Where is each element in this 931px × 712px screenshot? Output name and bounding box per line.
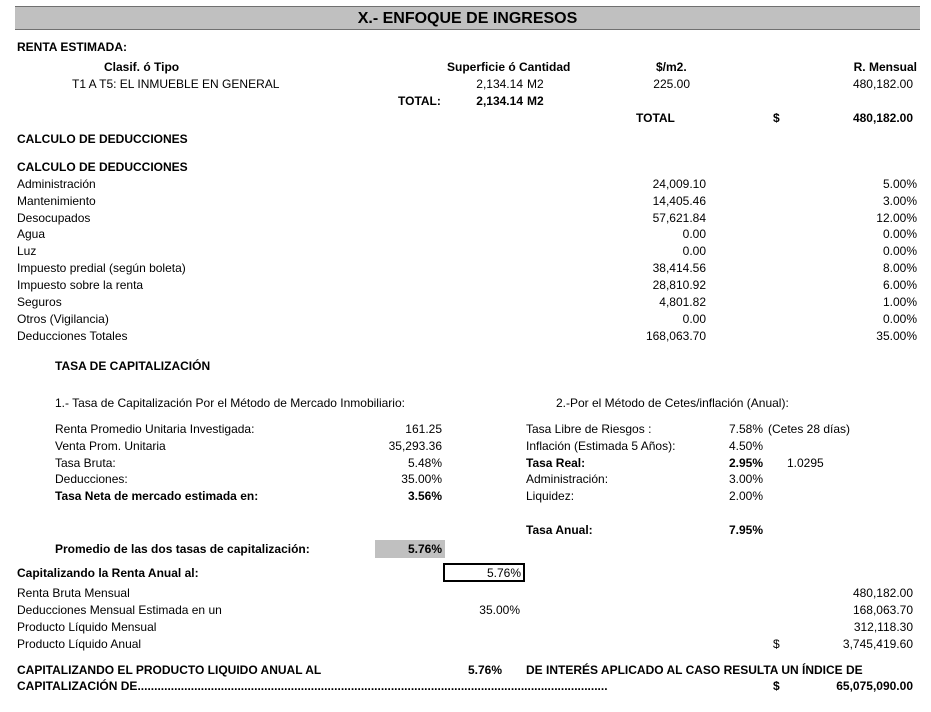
deducciones-heading-1: CALCULO DE DEDUCCIONES	[17, 132, 188, 146]
renta-estimada-heading: RENTA ESTIMADA:	[17, 40, 127, 54]
deduccion-pct: 6.00%	[882, 278, 917, 292]
cap-row-amount: 312,118.30	[853, 620, 913, 634]
renta-row-precio: 225.00	[653, 77, 690, 91]
m1-value: 35,293.36	[388, 439, 442, 453]
header-superficie: Superficie ó Cantidad	[447, 60, 571, 74]
m1-label: Venta Prom. Unitaria	[55, 439, 166, 453]
deduccion-label: Otros (Vigilancia)	[17, 312, 109, 326]
m2-tasa-real-factor: 1.0295	[787, 456, 824, 470]
tasa-heading: TASA DE CAPITALIZACIÓN	[55, 359, 211, 373]
renta-row-superficie: 2,134.14	[476, 77, 523, 91]
cap-row-pct: 35.00%	[479, 603, 520, 617]
header-clasif: Clasif. ó Tipo	[104, 60, 180, 74]
deduccion-amount: 0.00	[682, 227, 706, 241]
deduccion-label: Mantenimiento	[17, 194, 96, 208]
m1-value: 5.48%	[407, 456, 442, 470]
deduccion-label: Agua	[17, 227, 46, 241]
deduccion-pct: 0.00%	[882, 244, 917, 258]
deduccion-amount: 0.00	[682, 244, 706, 258]
header-mensual: R. Mensual	[853, 60, 917, 74]
cap-row-label: Producto Líquido Mensual	[17, 620, 157, 634]
capitalizando-label: Capitalizando la Renta Anual al:	[17, 566, 199, 580]
m1-value: 161.25	[405, 422, 442, 436]
total-superficie-label: TOTAL:	[398, 94, 441, 108]
final-line1-a: CAPITALIZANDO EL PRODUCTO LIQUIDO ANUAL AL	[17, 663, 322, 677]
section-title-bar	[15, 6, 920, 30]
m2-tasa-real-label: Tasa Real:	[526, 456, 586, 470]
deduccion-label: Administración	[17, 177, 96, 191]
deduccion-label: Luz	[17, 244, 37, 258]
renta-row-tipo: T1 A T5: EL INMUEBLE EN GENERAL	[72, 77, 280, 91]
total-superficie-value: 2,134.14	[476, 94, 523, 108]
m1-value: 35.00%	[401, 472, 442, 486]
method1-title: 1.- Tasa de Capitalización Por el Método de Mercado Inmobiliario:	[55, 396, 405, 410]
m1-label: Renta Promedio Unitaria Investigada:	[55, 422, 255, 436]
cap-row-label: Deducciones Mensual Estimada en un	[17, 603, 222, 617]
deduccion-amount: 24,009.10	[652, 177, 706, 191]
m2-value: 3.00%	[728, 472, 763, 486]
total-superficie-unidad: M2	[527, 94, 544, 108]
m1-neta-value: 3.56%	[407, 489, 442, 503]
m2-label: Administración:	[526, 472, 609, 486]
final-rate: 5.76%	[467, 663, 502, 677]
cap-row-currency: $	[773, 637, 780, 651]
m2-tasa-real-value: 2.95%	[728, 456, 763, 470]
final-currency: $	[773, 679, 780, 693]
deduccion-total-pct: 35.00%	[876, 329, 917, 343]
cap-row-amount: 168,063.70	[852, 603, 913, 617]
deduccion-label: Impuesto sobre la renta	[17, 278, 144, 292]
capitalizando-rate-value: 5.76%	[486, 566, 521, 580]
m2-note: (Cetes 28 días)	[768, 422, 851, 436]
section-title: X.- ENFOQUE DE INGRESOS	[357, 10, 578, 27]
cap-row-label: Producto Líquido Anual	[17, 637, 142, 651]
deduccion-amount: 38,414.56	[652, 261, 706, 275]
deduccion-pct: 12.00%	[876, 211, 917, 225]
cap-row-amount: 3,745,419.60	[842, 637, 913, 651]
deduccion-pct: 3.00%	[882, 194, 917, 208]
total-label: TOTAL	[636, 111, 675, 125]
method2-title: 2.-Por el Método de Cetes/inflación (Anual):	[556, 396, 789, 410]
deduccion-total-amount: 168,063.70	[645, 329, 706, 343]
m1-label: Deducciones:	[55, 472, 128, 486]
tasa-anual-value: 7.95%	[728, 523, 763, 537]
m2-label: Tasa Libre de Riesgos :	[526, 422, 652, 436]
deduccion-pct: 0.00%	[882, 227, 917, 241]
deduccion-total-label: Deducciones Totales	[17, 329, 128, 343]
final-line1-b: DE INTERÉS APLICADO AL CASO RESULTA UN ÍNDICE DE	[526, 663, 863, 677]
deducciones-heading-2: CALCULO DE DEDUCCIONES	[17, 160, 188, 174]
deduccion-amount: 4,801.82	[659, 295, 706, 309]
m1-neta-label: Tasa Neta de mercado estimada en:	[55, 489, 259, 503]
m2-label: Liquidez:	[526, 489, 575, 503]
header-precio-m2: $/m2.	[656, 60, 687, 74]
m1-label: Tasa Bruta:	[55, 456, 116, 470]
promedio-label: Promedio de las dos tasas de capitalización:	[55, 542, 310, 556]
total-currency: $	[773, 111, 780, 125]
deduccion-pct: 1.00%	[882, 295, 917, 309]
renta-row-mensual: 480,182.00	[852, 77, 913, 91]
deduccion-amount: 57,621.84	[652, 211, 706, 225]
cap-row-label: Renta Bruta Mensual	[17, 586, 130, 600]
deduccion-amount: 14,405.46	[652, 194, 706, 208]
total-mensual-value: 480,182.00	[852, 111, 913, 125]
m2-label: Inflación (Estimada 5 Años):	[526, 439, 676, 453]
final-amount: 65,075,090.00	[836, 679, 913, 693]
deduccion-label: Desocupados	[17, 211, 91, 225]
m2-value: 7.58%	[728, 422, 763, 436]
deduccion-pct: 5.00%	[882, 177, 917, 191]
deduccion-label: Seguros	[17, 295, 62, 309]
m2-value: 2.00%	[728, 489, 763, 503]
deduccion-pct: 0.00%	[882, 312, 917, 326]
deduccion-amount: 0.00	[682, 312, 706, 326]
renta-row-unidad: M2	[527, 77, 544, 91]
cap-row-amount: 480,182.00	[852, 586, 913, 600]
promedio-value: 5.76%	[407, 542, 442, 556]
m2-value: 4.50%	[728, 439, 763, 453]
deduccion-pct: 8.00%	[882, 261, 917, 275]
final-line2: CAPITALIZACIÓN DE.............................................................................................................................................	[17, 679, 608, 693]
deduccion-label: Impuesto predial (según boleta)	[17, 261, 186, 275]
tasa-anual-label: Tasa Anual:	[526, 523, 593, 537]
deduccion-amount: 28,810.92	[652, 278, 706, 292]
